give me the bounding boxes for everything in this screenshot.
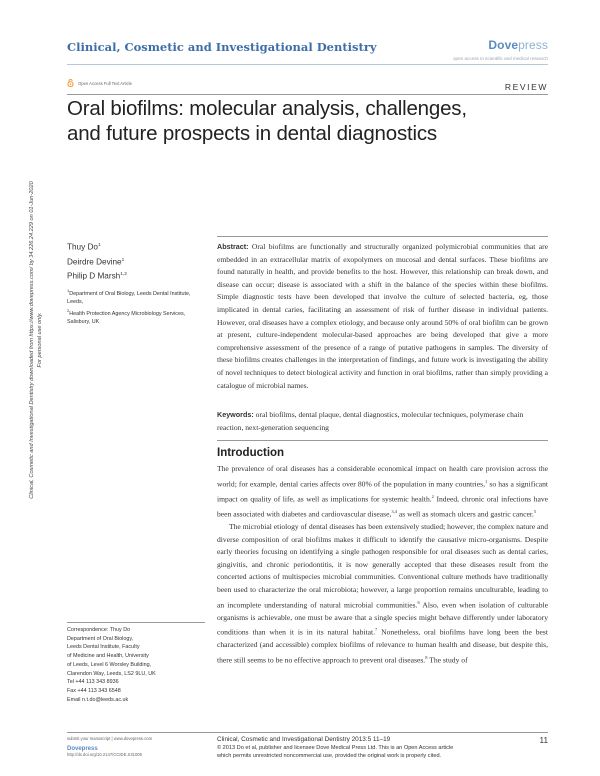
correspondence-line: of Leeds, Level 6 Worsley Building, — [67, 661, 152, 668]
correspondence-line: Clarendon Way, Leeds, LS2 9LU, UK — [67, 670, 156, 677]
submit-link[interactable]: submit your manuscript | www.dovepress.com — [67, 736, 153, 741]
publisher-block — [453, 38, 548, 61]
open-access-badge — [67, 79, 132, 87]
keywords-rule — [217, 440, 548, 441]
introduction-body — [217, 463, 548, 667]
correspondence-email[interactable]: Email n.t.do@leeds.ac.uk — [67, 696, 129, 703]
author-2: Deirdre Devine$^1$ — [67, 257, 125, 267]
open-access-label: Open Access Full Text Article — [78, 80, 132, 86]
title-line-1: Oral biofilms: molecular analysis, challenges, — [67, 97, 467, 120]
correspondence — [67, 626, 207, 704]
introduction-heading: Introduction — [217, 447, 285, 459]
footer-left — [67, 736, 152, 759]
abstract-rule — [217, 236, 548, 237]
author-1: Thuy Do$^1$ — [67, 242, 101, 252]
affiliation-2: $^2$Health Protection Agency Microbiology Services, Salisbury, UK — [67, 307, 186, 326]
doi-link[interactable]: http://dx.doi.org/10.2147/CCIDE.S31005 — [67, 752, 142, 757]
keywords-text: oral biofilms, dental plaque, dental diagnostics, molecular techniques, polymerase chain reaction, next-generation sequencing — [217, 410, 524, 432]
author-list — [67, 239, 127, 283]
copyright-line-1: © 2013 Do et al, publisher and licensee Dove Medical Press Ltd. This is an Open Access article — [217, 745, 454, 751]
title-line-2: and future prospects in dental diagnostics — [67, 122, 437, 145]
affiliations — [67, 287, 202, 327]
correspondence-line: Leeds Dental Institute, Faculty — [67, 644, 140, 651]
download-notice-line-1: Clinical, Cosmetic and Investigational Dentistry downloaded from https://www.dovepress.com/ by 34.226.24.229 on 01-Jun-2020 — [29, 181, 35, 499]
correspondence-phone: Tel +44 113 343 8936 — [67, 679, 119, 686]
abstract-text: Oral biofilms are functionally and structurally organized polymicrobial communities that are embedded in an extracellular matrix of exopolymers on mucosal and dental surfaces. These biofilms are found naturally in health, and provide benefits to the host. However, this relationship can break down, and disease can occur; disease is associated with a shift in the balance of the species within these biofilms. Simple diagnostic tests have been developed that involve the culture of selected bacteria, eg, those implicated in dental caries, facilitating an assessment of risk of further disease in individual patients. However, oral diseases have a complex etiology, and because only around 50% of oral biofilm can be grown at present, culture-independent molecular-based approaches are being developed that give a more comprehensive assessment of the presence of a range of putative pathogens in samples. The diversity of these biofilms creates challenges in the interpretation of findings, and future work is investigating the ability of novel techniques to detect biological activity and function in oral biofilms, rather than simply providing a catalogue of microbial names. — [217, 242, 548, 390]
citation: Clinical, Cosmetic and Investigational Dentistry 2013:5 11–19 — [217, 736, 391, 743]
footer-center — [217, 736, 522, 760]
page-number: 11 — [539, 736, 548, 745]
article-type: REVIEW — [504, 82, 548, 92]
publisher-tagline: open access to scientific and medical research — [453, 56, 548, 61]
open-access-icon — [67, 79, 74, 87]
footer-rule — [67, 732, 548, 733]
abstract — [217, 241, 548, 392]
header-rule — [67, 64, 548, 65]
correspondence-fax: Fax +44 113 343 6548 — [67, 687, 121, 694]
correspondence-label: Correspondence: Thuy Do — [67, 627, 131, 633]
correspondence-line: of Medicine and Health, University — [67, 653, 149, 660]
journal-title: Clinical, Cosmetic and Investigational Dentistry — [67, 40, 377, 54]
download-notice — [21, 120, 51, 560]
paragraph: The microbial etiology of dental diseases has been extensively studied; however, the complex nature and diverse composition of oral biofilms makes it difficult to identify the causative micro-organisms. Despite early theories focusing on identifying a single pathogen responsible for oral diseases such as dental caries, gingivitis, and chronic periodontitis, it is now generally accepted that these diseases result from the concerted actions of multispecies microbial communities. Conventional culture methods have traditionally been used to characterize the oral microbiota; however, a large proportion remains unculturable, leading to an incomplete understanding of natural microbial communities.$^6$ Also, even when isolation of culturable organisms is achievable, one must be aware that a single species might behave differently under laboratory conditions than when it is in its natural habitat.$^7$ Nonetheless, oral biofilms have long been the best characterized (and accessible) complex biofilms of relevance to human health and disease, but despite this, there still seems to be no effective approach to prevent oral diseases.$^8$ The study of — [217, 521, 548, 665]
correspondence-rule — [67, 622, 205, 623]
abstract-label: Abstract: — [217, 242, 249, 251]
copyright-line-2: which permits unrestricted noncommercial use, provided the original work is properly cited. — [217, 753, 442, 759]
keywords-label: Keywords: — [217, 410, 254, 419]
title-rule — [67, 94, 548, 95]
download-notice-line-2: For personal use only. — [37, 312, 43, 368]
affiliation-1: $^1$Department of Oral Biology, Leeds Dental Institute, Leeds, — [67, 288, 191, 306]
correspondence-line: Department of Oral Biology, — [67, 635, 134, 642]
paragraph: The prevalence of oral diseases has a considerable economical impact on health care provision across the world; for example, dental caries affects over 80% of the population in many countries,$^1$ so has a significant impact on quality of life, as well as implications for systemic health.$^2$ Indeed, chronic oral infections have been associated with diabetes and cardiovascular disease,$^{3,4}$ as well as stomach ulcers and gastric cancer.$^5$ — [217, 464, 548, 519]
keywords — [217, 409, 548, 434]
dovepress-logo: Dovepress — [488, 38, 548, 52]
author-3: Philip D Marsh$^{1,2}$ — [67, 272, 127, 282]
article-title — [67, 96, 557, 146]
footer-dovepress-logo: Dovepress — [67, 745, 98, 752]
